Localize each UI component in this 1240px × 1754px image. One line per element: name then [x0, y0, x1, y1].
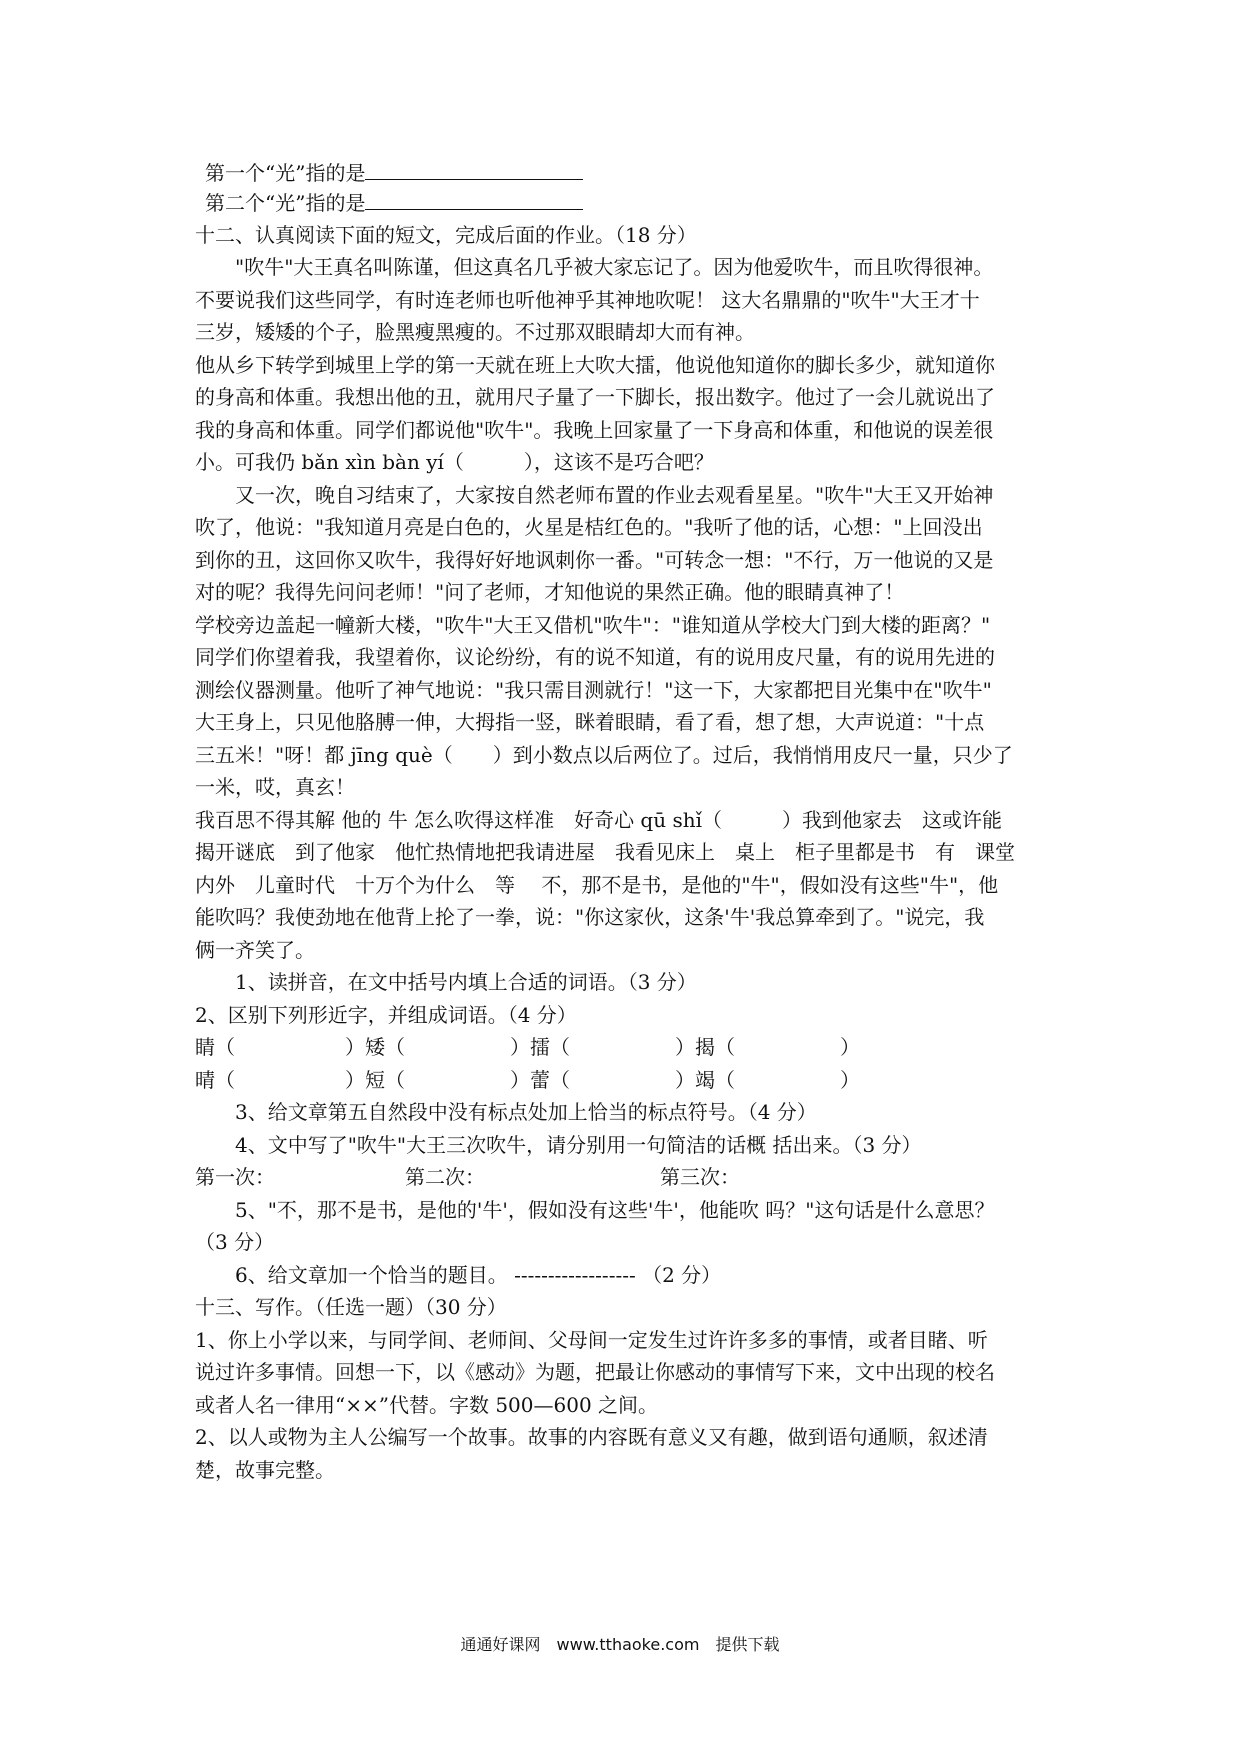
passage-line: 测绘仪器测量。他听了神气地说："我只需目测就行！"这一下，大家都把目光集中在"吹牛" [195, 678, 992, 702]
passage-line: 三岁，矮矮的个子，脸黑瘦黑瘦的。不过那双眼睛却大而有神。 [195, 320, 755, 344]
q11-answer-line-1: 第一个“光”指的是 [205, 158, 1065, 188]
passage-line: 吹了，他说："我知道月亮是白色的，火星是桔红色的。"我听了他的话，心想："上回没出 [195, 515, 983, 539]
passage-line: 小。可我仍 bǎn xìn bàn yí（ ），这该不是巧合吧？ [195, 450, 714, 474]
page-footer: 通通好课网 www.tthaoke.com 提供下载 [460, 1635, 780, 1654]
q4-label-third: 第三次： [660, 1165, 740, 1189]
passage-line: 不要说我们这些同学，有时连老师也听他神乎其神地吹呢！ 这大名鼎鼎的"吹牛"大王才十 [195, 288, 980, 312]
passage-line: 学校旁边盖起一幢新大楼，"吹牛"大王又借机"吹牛"："谁知道从学校大门到大楼的距离？" [195, 613, 991, 637]
passage-line: 他从乡下转学到城里上学的第一天就在班上大吹大擂，他说他知道你的脚长多少，就知道你 [195, 353, 995, 377]
writing-topic-1-line: 1、你上小学以来，与同学间、老师间、父母间一定发生过许许多多的事情，或者目睹、听 [195, 1328, 988, 1352]
passage-line: 的身高和体重。我想出他的丑，就用尺子量了一下脚长，报出数字。他过了一会儿就说出了 [195, 385, 995, 409]
writing-topic-1-line: 或者人名一律用“××”代替。字数 500—600 之间。 [195, 1393, 659, 1417]
section12-heading: 十二、认真阅读下面的短文，完成后面的作业。（18 分） [195, 223, 697, 247]
question-5: 5、"不，那不是书，是他的'牛'，假如没有这些'牛'，他能吹 吗？"这句话是什么意思？ [235, 1198, 995, 1222]
passage-line: 能吹吗？我使劲地在他背上抡了一拳，说："你这家伙，这条'牛'我总算牵到了。"说完，我 [195, 905, 985, 929]
passage-line: 到你的丑，这回你又吹牛，我得好好地讽刺你一番。"可转念一想："不行，万一他说的又是 [195, 548, 994, 572]
q11-answer-line-2: 第二个“光”指的是 [205, 188, 1065, 218]
passage-line: 我的身高和体重。同学们都说他"吹牛"。我晚上回家量了一下身高和体重，和他说的误差很 [195, 418, 994, 442]
passage-line: 同学们你望着我，我望着你，议论纷纷，有的说不知道，有的说用皮尺量，有的说用先进的 [195, 645, 995, 669]
passage-line: 俩一齐笑了。 [195, 938, 315, 962]
section13-heading: 十三、写作。（任选一题）（30 分） [195, 1295, 507, 1319]
answer-blank [365, 189, 583, 210]
q4-labels [195, 1162, 1055, 1192]
passage-line: 揭开谜底 到了他家 他忙热情地把我请进屋 我看见床上 桌上 柜子里都是书 有 课堂 [195, 840, 1015, 864]
writing-topic-2-line: 2、以人或物为主人公编写一个故事。故事的内容既有意义又有趣，做到语句通顺，叙述清 [195, 1425, 988, 1449]
passage-line: 内外 儿童时代 十万个为什么 等 不，那不是书，是他的"牛"，假如没有这些"牛"，他 [195, 873, 999, 897]
answer-blank [365, 159, 583, 180]
passage-line: 我百思不得其解 他的 牛 怎么吹得这样准 好奇心 qū shǐ（ ）我到他家去 这或许能 [195, 808, 1003, 832]
passage-line: 三五米！"呀！都 jīng què（ ）到小数点以后两位了。过后，我悄悄用皮尺一量，只少了 [195, 743, 1013, 767]
question-2: 2、区别下列形近字，并组成词语。（4 分） [195, 1003, 577, 1027]
q2-row-2: 晴（ ）短（ ）蕾（ ）竭（ ） [195, 1068, 860, 1092]
writing-topic-2-line: 楚，故事完整。 [195, 1458, 335, 1482]
question-1: 1、读拼音，在文中括号内填上合适的词语。（3 分） [235, 970, 697, 994]
question-3: 3、给文章第五自然段中没有标点处加上恰当的标点符号。（4 分） [235, 1100, 817, 1124]
passage-line: 一米，哎，真玄！ [195, 775, 355, 799]
passage-line: 大王身上，只见他胳膊一伸，大拇指一竖，眯着眼睛，看了看，想了想，大声说道："十点 [195, 710, 985, 734]
q2-row-1: 睛（ ）矮（ ）擂（ ）揭（ ） [195, 1035, 860, 1059]
question-6: 6、给文章加一个恰当的题目。 ------------------ （2 分） [235, 1263, 722, 1287]
q4-label-second: 第二次： [405, 1165, 485, 1189]
q4-label-first: 第一次： [195, 1165, 275, 1189]
passage-line: 又一次，晚自习结束了，大家按自然老师布置的作业去观看星星。"吹牛"大王又开始神 [235, 483, 994, 507]
question-5-points: （3 分） [195, 1230, 275, 1254]
passage-line: 对的呢？我得先问问老师！"问了老师，才知他说的果然正确。他的眼睛真神了！ [195, 580, 905, 604]
passage-line: "吹牛"大王真名叫陈谨，但这真名几乎被大家忘记了。因为他爱吹牛，而且吹得很神。 [235, 255, 994, 279]
question-4: 4、文中写了"吹牛"大王三次吹牛，请分别用一句简洁的话概 括出来。（3 分） [235, 1133, 922, 1157]
writing-topic-1-line: 说过许多事情。回想一下，以《感动》为题，把最让你感动的事情写下来，文中出现的校名 [195, 1360, 995, 1384]
